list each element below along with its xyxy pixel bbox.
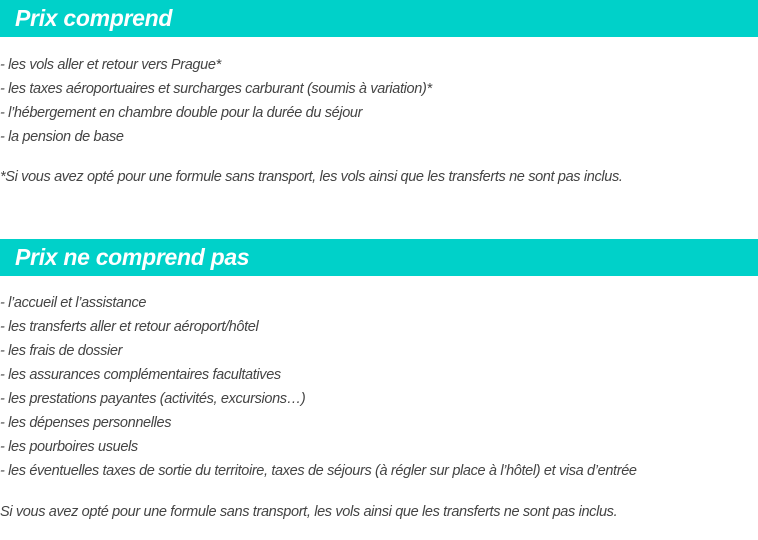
- list-item: - la pension de base: [0, 129, 124, 145]
- section-header-prix-comprend: [0, 0, 758, 37]
- list-item: - l’hébergement en chambre double pour la durée du séjour: [0, 105, 363, 121]
- included-note: *Si vous avez opté pour une formule sans transport, les vols ainsi que les transferts ne sont pas inclus.: [0, 169, 623, 185]
- list-item: - les dépenses personnelles: [0, 415, 172, 431]
- list-item: - les éventuelles taxes de sortie du territoire, taxes de séjours (à régler sur place à l’hôtel) et visa d’entrée: [0, 463, 637, 479]
- list-item: - les vols aller et retour vers Prague*: [0, 57, 221, 73]
- list-item: - les frais de dossier: [0, 343, 123, 359]
- list-item: - les taxes aéroportuaires et surcharges carburant (soumis à variation)*: [0, 81, 432, 97]
- list-item: - les prestations payantes (activités, excursions…): [0, 391, 306, 407]
- list-item: - les pourboires usuels: [0, 439, 138, 455]
- included-list: [0, 53, 432, 149]
- section-title: Prix ne comprend pas: [15, 244, 250, 270]
- list-item: - les assurances complémentaires facultatives: [0, 367, 281, 383]
- excluded-note: Si vous avez opté pour une formule sans transport, les vols ainsi que les transferts ne sont pas inclus.: [0, 504, 618, 520]
- list-item: - l’accueil et l’assistance: [0, 295, 147, 311]
- excluded-list: [0, 291, 637, 483]
- section-title: Prix comprend: [15, 5, 173, 31]
- list-item: - les transferts aller et retour aéroport/hôtel: [0, 319, 259, 335]
- section-header-prix-ne-comprend-pas: [0, 239, 758, 276]
